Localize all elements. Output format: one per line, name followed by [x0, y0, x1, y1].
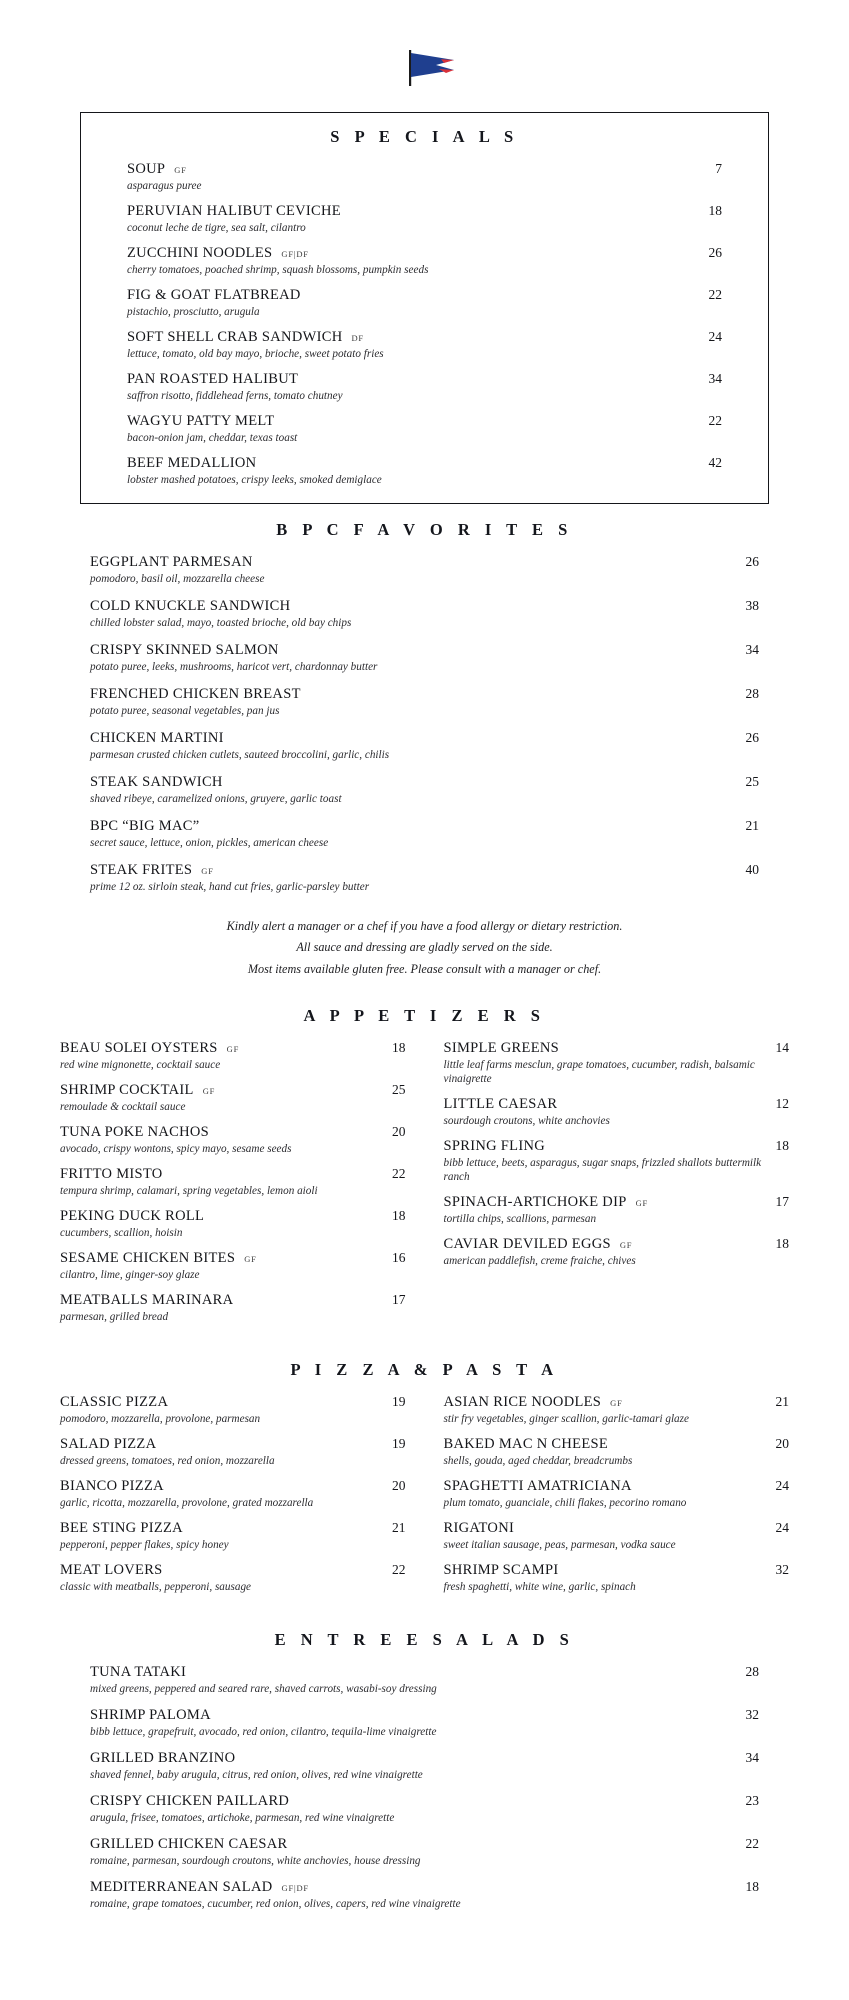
pizza-pasta-left-column	[60, 1394, 406, 1604]
menu-item	[90, 774, 759, 818]
item-price: 38	[745, 598, 759, 613]
menu-item	[90, 862, 759, 906]
item-description: pomodoro, mozzarella, provolone, parmesan	[60, 1413, 261, 1426]
item-price: 24	[775, 1478, 789, 1494]
item-price: 25	[745, 774, 759, 789]
item-description: american paddlefish, creme fraiche, chives	[443, 1255, 636, 1268]
item-description: lobster mashed potatoes, crispy leeks, smoked demiglace	[127, 474, 382, 486]
item-name: BEAU SOLEI OYSTERS	[60, 1040, 218, 1057]
appetizers-section	[0, 1006, 849, 1334]
item-name: STEAK SANDWICH	[90, 774, 223, 790]
entree-salads-items	[90, 1664, 759, 1922]
item-name: RIGATONI	[443, 1520, 515, 1537]
item-description: cherry tomatoes, poached shrimp, squash blossoms, pumpkin seeds	[127, 264, 429, 276]
item-price: 18	[775, 1138, 789, 1154]
item-name: SPRING FLING	[443, 1138, 545, 1155]
item-price: 23	[745, 1793, 759, 1809]
item-name: TUNA TATAKI	[90, 1664, 187, 1681]
menu-item	[127, 287, 722, 329]
item-description: pistachio, prosciutto, arugula	[127, 306, 260, 318]
item-name: SHRIMP PALOMA	[90, 1707, 211, 1724]
item-diet-tag: GF	[174, 165, 187, 175]
item-description: stir fry vegetables, ginger scallion, garlic-tamari glaze	[443, 1413, 689, 1426]
item-price: 18	[745, 1879, 759, 1895]
item-description: bibb lettuce, beets, asparagus, sugar snaps, frizzled shallots buttermilk ranch	[443, 1157, 762, 1184]
nautical-burgee-flag-icon	[406, 48, 458, 88]
menu-item	[444, 1436, 790, 1478]
item-price: 22	[392, 1562, 406, 1578]
appetizers-right-column	[444, 1040, 790, 1334]
appetizers-title: A P P E T I Z E R S	[303, 1006, 546, 1026]
specials-title: S P E C I A L S	[330, 127, 519, 146]
item-name: SHRIMP SCAMPI	[443, 1562, 559, 1579]
item-price: 19	[392, 1394, 406, 1410]
menu-item	[90, 1879, 759, 1922]
item-description: tortilla chips, scallions, parmesan	[443, 1213, 597, 1226]
item-price: 21	[745, 818, 759, 833]
item-diet-tag: GF	[619, 1240, 633, 1251]
item-diet-tag: GF	[244, 1254, 257, 1265]
item-name: SESAME CHICKEN BITES	[60, 1250, 236, 1267]
item-description: potato puree, leeks, mushrooms, haricot vert, chardonnay butter	[90, 661, 378, 673]
item-description: prime 12 oz. sirloin steak, hand cut fries, garlic-parsley butter	[90, 881, 370, 893]
menu-item	[444, 1096, 790, 1138]
item-price: 20	[392, 1478, 406, 1494]
item-description: pepperoni, pepper flakes, spicy honey	[60, 1539, 229, 1552]
item-diet-tag: GF|DF	[281, 249, 309, 259]
item-price: 17	[775, 1194, 789, 1210]
menu-item	[127, 245, 722, 287]
menu-item	[60, 1520, 406, 1562]
item-description: cucumbers, scallion, hoisin	[60, 1227, 183, 1240]
menu-item	[90, 554, 759, 598]
item-name: FRITTO MISTO	[60, 1166, 163, 1183]
item-name: SPAGHETTI AMATRICIANA	[443, 1478, 632, 1495]
menu-item	[90, 1793, 759, 1836]
item-description: secret sauce, lettuce, onion, pickles, american cheese	[90, 837, 329, 849]
item-description: little leaf farms mesclun, grape tomatoes, cucumber, radish, balsamic vinaigrette	[443, 1059, 755, 1086]
menu-item	[90, 598, 759, 642]
menu-item	[444, 1478, 790, 1520]
item-name: PEKING DUCK ROLL	[60, 1208, 205, 1225]
menu-item	[444, 1520, 790, 1562]
menu-item	[60, 1394, 406, 1436]
note-line: Kindly alert a manager or a chef if you have a food allergy or dietary restriction.	[226, 919, 623, 933]
item-description: parmesan crusted chicken cutlets, sauteed broccolini, garlic, chilis	[90, 749, 390, 761]
item-name: WAGYU PATTY MELT	[127, 413, 275, 429]
item-price: 17	[392, 1292, 406, 1308]
menu-item	[127, 329, 722, 371]
item-name: CLASSIC PIZZA	[60, 1394, 169, 1411]
item-description: sourdough croutons, white anchovies	[443, 1115, 610, 1128]
item-price: 22	[708, 287, 722, 302]
item-name: SALAD PIZZA	[60, 1436, 157, 1453]
item-price: 24	[775, 1520, 789, 1536]
menu-item	[90, 730, 759, 774]
item-diet-tag: GF	[610, 1398, 623, 1409]
menu-item	[444, 1040, 790, 1096]
menu-item	[90, 686, 759, 730]
item-name: EGGPLANT PARMESAN	[90, 554, 253, 570]
item-name: SOFT SHELL CRAB SANDWICH	[127, 329, 343, 345]
item-diet-tag: GF	[635, 1198, 649, 1209]
item-description: bibb lettuce, grapefruit, avocado, red onion, cilantro, tequila-lime vinaigrette	[90, 1726, 437, 1739]
item-description: shaved fennel, baby arugula, citrus, red onion, olives, red wine vinaigrette	[90, 1769, 423, 1782]
item-diet-tag: DF	[351, 333, 364, 343]
menu-item	[60, 1082, 406, 1124]
item-description: bacon-onion jam, cheddar, texas toast	[127, 432, 298, 444]
item-description: saffron risotto, fiddlehead ferns, tomato chutney	[127, 390, 343, 402]
item-description: dressed greens, tomatoes, red onion, mozzarella	[60, 1455, 275, 1468]
item-description: lettuce, tomato, old bay mayo, brioche, sweet potato fries	[127, 348, 384, 360]
item-name: BEE STING PIZZA	[60, 1520, 183, 1537]
item-price: 12	[775, 1096, 789, 1112]
item-description: romaine, grape tomatoes, cucumber, red onion, olives, capers, red wine vinaigrette	[90, 1898, 461, 1911]
item-name: COLD KNUCKLE SANDWICH	[90, 598, 291, 614]
menu-item	[90, 1836, 759, 1879]
item-description: shells, gouda, aged cheddar, breadcrumbs	[443, 1455, 633, 1468]
menu-item	[127, 455, 722, 487]
item-name: SOUP	[127, 161, 166, 177]
pizza-pasta-title: P I Z Z A & P A S T A	[290, 1360, 559, 1380]
item-price: 34	[745, 642, 759, 657]
menu-item	[90, 818, 759, 862]
appetizers-left-column	[60, 1040, 406, 1334]
item-description: avocado, crispy wontons, spicy mayo, sesame seeds	[60, 1143, 292, 1156]
item-price: 40	[745, 862, 759, 877]
item-name: BAKED MAC N CHEESE	[443, 1436, 609, 1453]
entree-salads-section	[0, 1630, 849, 1922]
allergy-notes	[90, 916, 759, 980]
item-price: 26	[745, 730, 759, 745]
item-name: LITTLE CAESAR	[443, 1096, 558, 1113]
item-price: 25	[392, 1082, 406, 1098]
specials-section	[80, 112, 769, 504]
item-name: ASIAN RICE NOODLES	[443, 1394, 602, 1411]
note-line: All sauce and dressing are gladly served on the side.	[296, 940, 553, 955]
menu-item	[127, 413, 722, 455]
item-name: PAN ROASTED HALIBUT	[127, 371, 299, 387]
item-price: 19	[392, 1436, 406, 1452]
menu-item	[127, 161, 722, 203]
item-price: 21	[392, 1520, 406, 1536]
item-price: 22	[745, 1836, 759, 1852]
item-price: 28	[745, 686, 759, 701]
item-name: FRENCHED CHICKEN BREAST	[90, 686, 301, 702]
item-description: arugula, frisee, tomatoes, artichoke, parmesan, red wine vinaigrette	[90, 1812, 395, 1825]
item-description: red wine mignonette, cocktail sauce	[60, 1059, 221, 1072]
item-name: ZUCCHINI NOODLES	[127, 245, 273, 261]
item-description: romaine, parmesan, sourdough croutons, white anchovies, house dressing	[90, 1855, 421, 1868]
item-name: CAVIAR DEVILED EGGS	[443, 1236, 611, 1253]
item-description: fresh spaghetti, white wine, garlic, spinach	[443, 1581, 636, 1594]
item-diet-tag: GF|DF	[281, 1883, 309, 1894]
item-name: CHICKEN MARTINI	[90, 730, 224, 746]
item-price: 21	[775, 1394, 789, 1410]
specials-items	[127, 161, 722, 487]
item-description: parmesan, grilled bread	[60, 1311, 169, 1324]
item-price: 22	[708, 413, 722, 428]
menu-item	[444, 1394, 790, 1436]
note-line: Most items available gluten free. Please consult with a manager or chef.	[247, 961, 602, 976]
menu-item	[60, 1208, 406, 1250]
item-name: SHRIMP COCKTAIL	[60, 1082, 194, 1099]
item-price: 42	[708, 455, 722, 470]
item-price: 22	[392, 1166, 406, 1182]
menu-item	[444, 1562, 790, 1604]
item-price: 7	[715, 161, 722, 176]
item-description: mixed greens, peppered and seared rare, shaved carrots, wasabi-soy dressing	[90, 1683, 437, 1696]
item-name: GRILLED BRANZINO	[90, 1750, 236, 1767]
item-price: 16	[392, 1250, 406, 1266]
menu-item	[60, 1562, 406, 1604]
item-price: 20	[775, 1436, 789, 1452]
menu-item	[444, 1194, 790, 1236]
item-price: 26	[708, 245, 722, 260]
item-description: plum tomato, guanciale, chili flakes, pecorino romano	[443, 1497, 687, 1510]
menu-item	[60, 1166, 406, 1208]
item-price: 18	[392, 1208, 406, 1224]
menu-item	[90, 1664, 759, 1707]
item-description: potato puree, seasonal vegetables, pan jus	[90, 705, 280, 717]
menu-item	[444, 1236, 790, 1278]
item-price: 18	[392, 1040, 406, 1056]
item-name: CRISPY CHICKEN PAILLARD	[90, 1793, 290, 1810]
menu-item	[60, 1040, 406, 1082]
item-diet-tag: GF	[226, 1044, 240, 1055]
item-price: 34	[708, 371, 722, 386]
item-name: CRISPY SKINNED SALMON	[90, 642, 279, 658]
item-name: GRILLED CHICKEN CAESAR	[90, 1836, 288, 1853]
restaurant-logo	[165, 0, 685, 104]
item-name: PERUVIAN HALIBUT CEVICHE	[127, 203, 341, 219]
menu-item	[90, 642, 759, 686]
item-name: STEAK FRITES	[90, 862, 193, 878]
pizza-pasta-right-column	[444, 1394, 790, 1604]
menu-item	[90, 1707, 759, 1750]
item-description: pomodoro, basil oil, mozzarella cheese	[90, 573, 265, 585]
item-price: 24	[708, 329, 722, 344]
item-price: 18	[708, 203, 722, 218]
item-name: MEDITERRANEAN SALAD	[90, 1879, 273, 1896]
menu-item	[60, 1436, 406, 1478]
item-description: shaved ribeye, caramelized onions, gruyere, garlic toast	[90, 793, 342, 805]
item-description: asparagus puree	[127, 180, 202, 192]
item-description: classic with meatballs, pepperoni, sausage	[60, 1581, 252, 1594]
menu-item	[60, 1292, 406, 1334]
item-description: sweet italian sausage, peas, parmesan, vodka sauce	[443, 1539, 676, 1552]
item-description: chilled lobster salad, mayo, toasted brioche, old bay chips	[90, 617, 352, 629]
item-name: MEAT LOVERS	[60, 1562, 163, 1579]
item-name: FIG & GOAT FLATBREAD	[127, 287, 301, 303]
entree-salads-title: E N T R E E S A L A D S	[274, 1630, 575, 1650]
favorites-title: B P C F A V O R I T E S	[276, 520, 573, 539]
item-description: remoulade & cocktail sauce	[60, 1101, 186, 1114]
item-price: 18	[775, 1236, 789, 1252]
item-price: 34	[745, 1750, 759, 1766]
item-description: tempura shrimp, calamari, spring vegetables, lemon aioli	[60, 1185, 318, 1198]
item-name: BIANCO PIZZA	[60, 1478, 164, 1495]
item-name: BPC “BIG MAC”	[90, 818, 200, 834]
item-price: 26	[745, 554, 759, 569]
menu-item	[127, 371, 722, 413]
favorites-section	[0, 520, 849, 980]
item-price: 28	[745, 1664, 759, 1680]
item-price: 32	[775, 1562, 789, 1578]
item-description: garlic, ricotta, mozzarella, provolone, grated mozzarella	[60, 1497, 314, 1510]
item-name: SPINACH-ARTICHOKE DIP	[443, 1194, 627, 1211]
item-price: 14	[775, 1040, 789, 1056]
menu-item	[60, 1250, 406, 1292]
favorites-items	[90, 554, 759, 906]
item-diet-tag: GF	[201, 866, 214, 876]
item-description: cilantro, lime, ginger-soy glaze	[60, 1269, 200, 1282]
item-description: coconut leche de tigre, sea salt, cilantro	[127, 222, 306, 234]
item-price: 32	[745, 1707, 759, 1723]
menu-item	[444, 1138, 790, 1194]
item-name: MEATBALLS MARINARA	[60, 1292, 234, 1309]
item-name: TUNA POKE NACHOS	[60, 1124, 210, 1141]
item-name: SIMPLE GREENS	[443, 1040, 559, 1057]
menu-item	[90, 1750, 759, 1793]
menu-item	[127, 203, 722, 245]
item-price: 20	[392, 1124, 406, 1140]
item-name: BEEF MEDALLION	[127, 455, 257, 471]
pizza-pasta-section	[0, 1360, 849, 1604]
menu-item	[60, 1124, 406, 1166]
item-diet-tag: GF	[202, 1086, 216, 1097]
menu-item	[60, 1478, 406, 1520]
